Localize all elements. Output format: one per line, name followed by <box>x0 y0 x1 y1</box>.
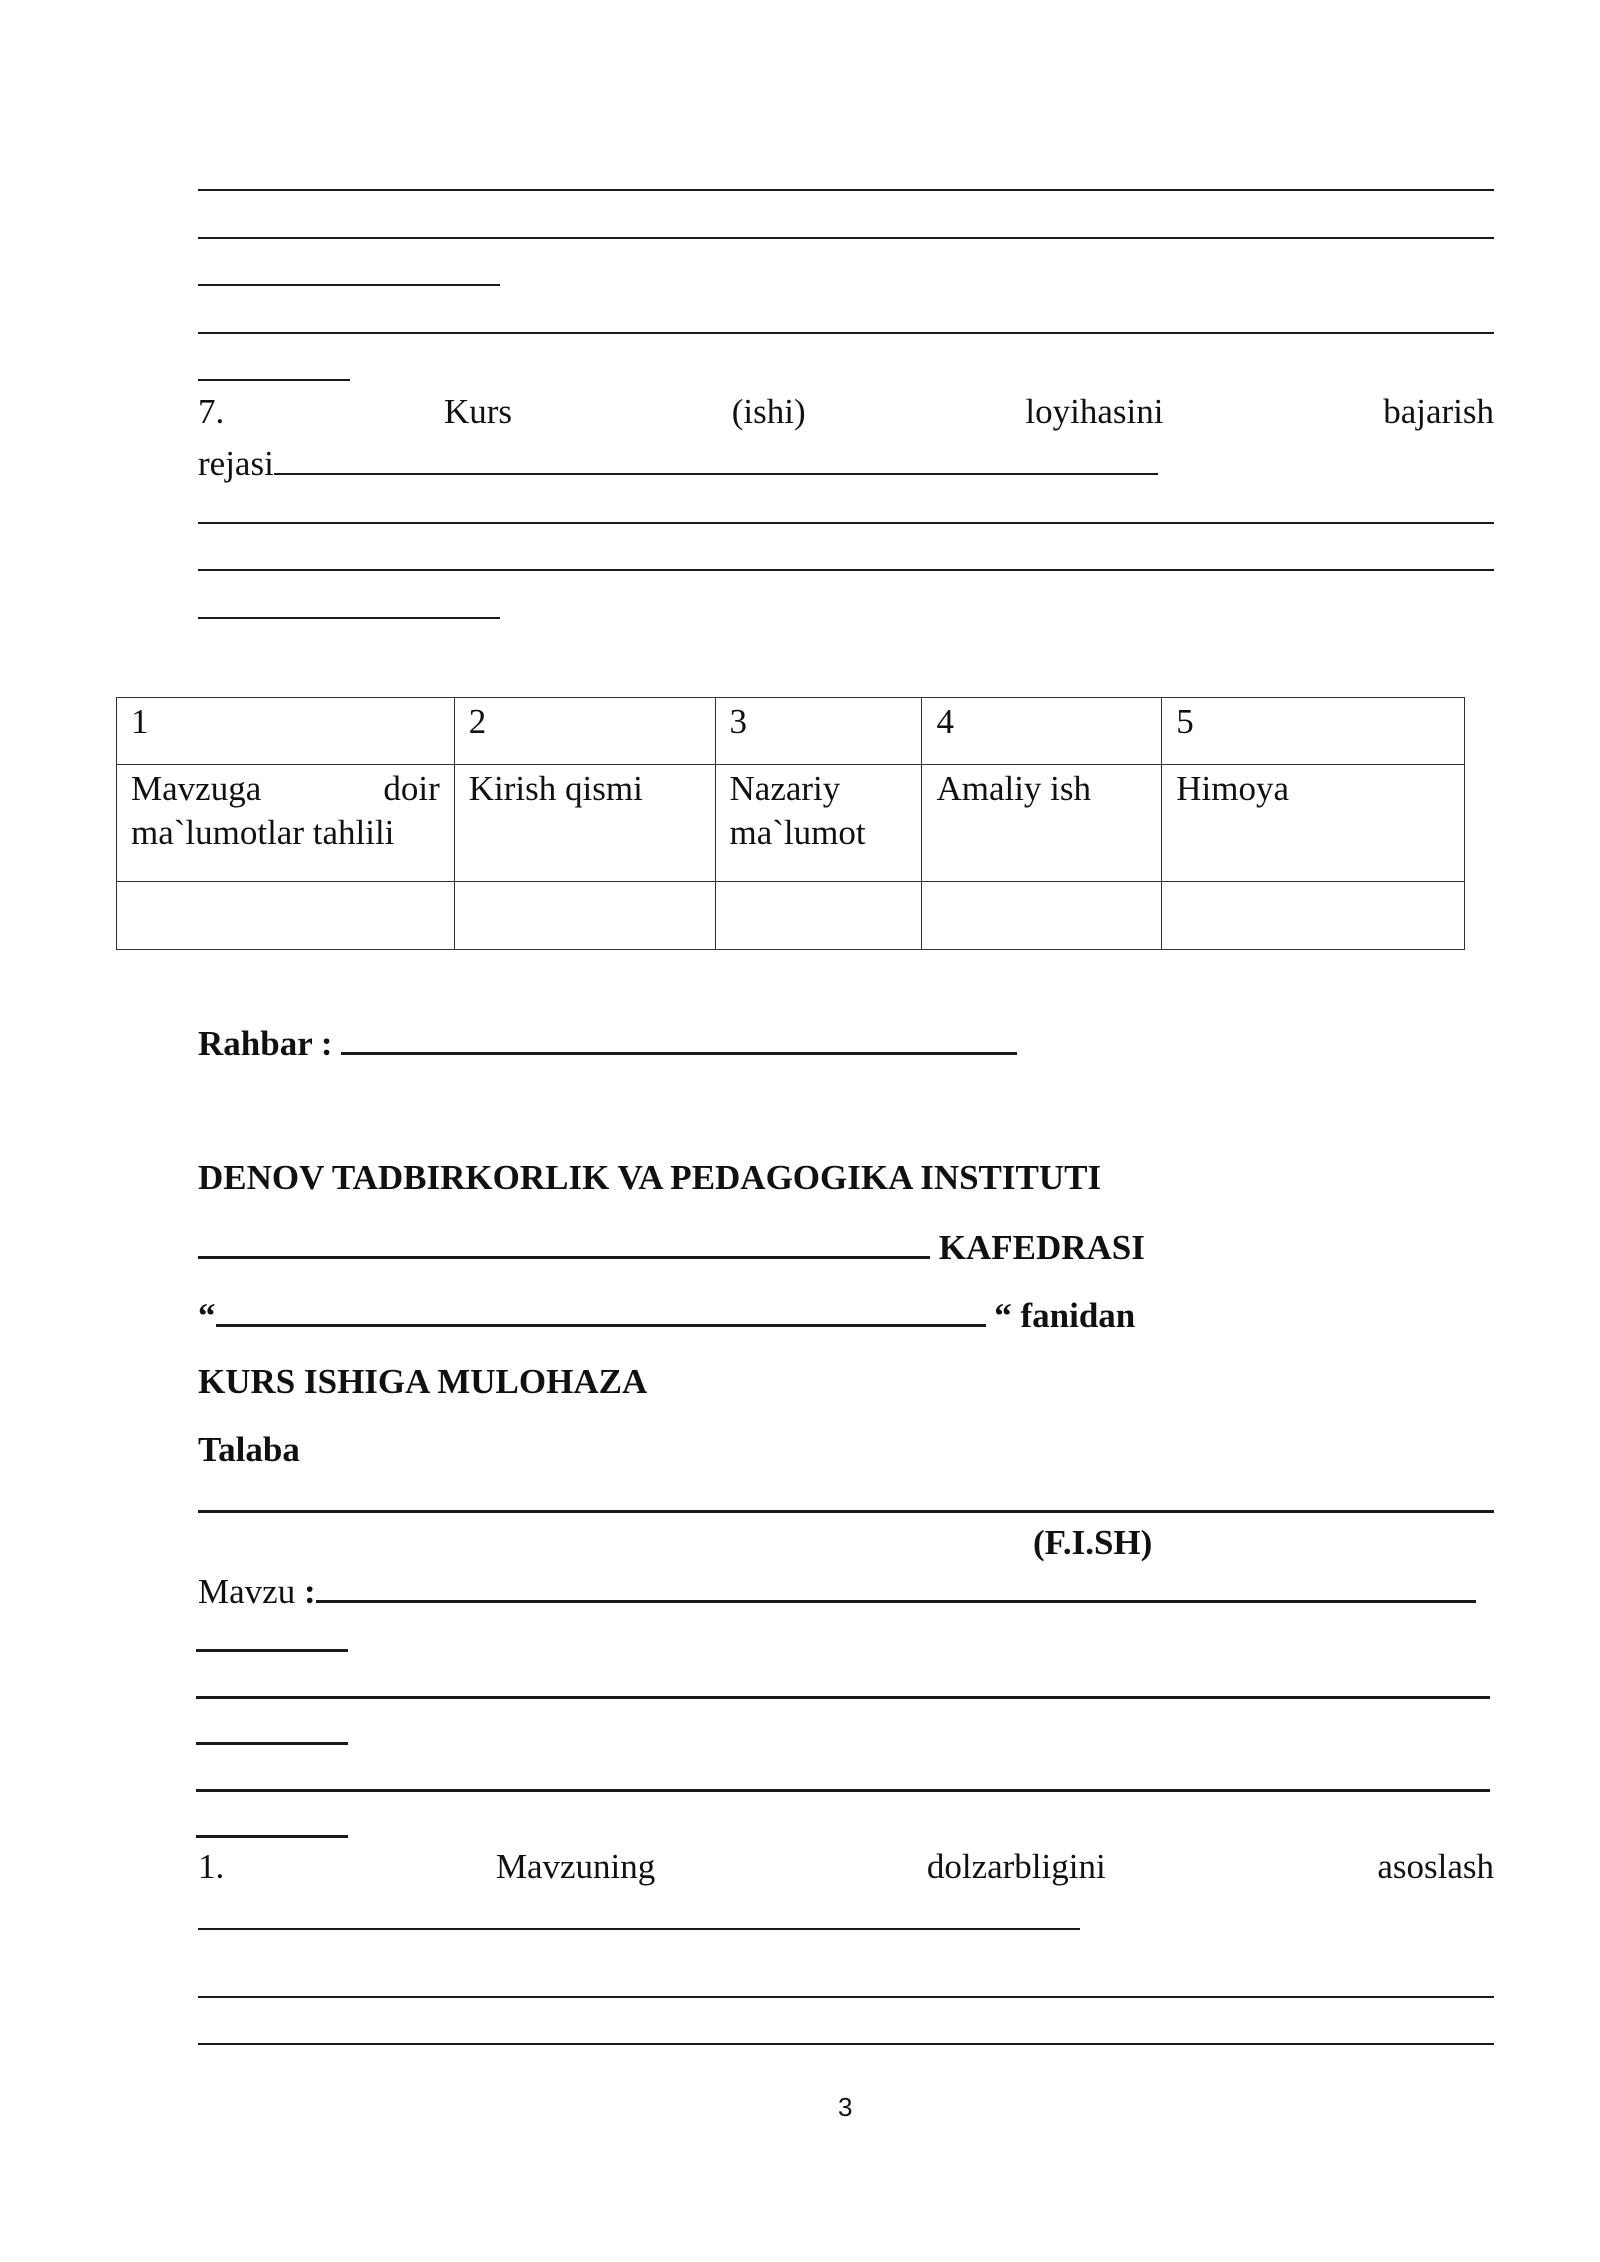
section-7-word: Kurs <box>443 392 513 431</box>
supervisor-fill-line[interactable] <box>341 1022 1017 1055</box>
section-1-word: dolzarbligini <box>926 1847 1106 1886</box>
writing-line <box>198 189 1494 191</box>
table-empty-row <box>117 882 1465 950</box>
writing-line <box>198 1996 1494 1998</box>
section-1-heading <box>198 1847 1494 1887</box>
writing-line <box>198 1928 1080 1930</box>
table-cell: Amaliy ish <box>922 765 1162 882</box>
table-header-cell: 1 <box>117 698 455 765</box>
section-7-word: 7. <box>198 392 225 431</box>
table-cell: Kirish qismi <box>454 765 715 882</box>
table-empty-cell[interactable] <box>715 882 922 950</box>
table-cell: Nazariy ma`lumot <box>715 765 922 882</box>
table-header-cell: 5 <box>1162 698 1465 765</box>
writing-line <box>196 1789 1490 1792</box>
section-7-word: (ishi) <box>731 392 806 431</box>
institute-title: DENOV TADBIRKORLIK VA PEDAGOGIKA INSTITUTI <box>198 1158 1102 1197</box>
table-header-cell: 4 <box>922 698 1162 765</box>
student-hint: (F.I.SH) <box>1033 1523 1153 1562</box>
writing-line <box>198 2043 1494 2045</box>
section-1-word: asoslash <box>1377 1847 1494 1886</box>
section-7-heading <box>198 392 1494 432</box>
table-header-row <box>117 698 1465 765</box>
work-plan-table <box>116 697 1465 950</box>
department-fill-line[interactable] <box>198 1226 930 1259</box>
table-row <box>117 765 1465 882</box>
subject-line <box>198 1294 1135 1336</box>
subject-fill-line[interactable] <box>216 1294 986 1327</box>
writing-line <box>198 379 350 381</box>
section-7-word: loyihasini <box>1025 392 1164 431</box>
writing-line <box>198 522 1494 524</box>
topic-fill-line[interactable] <box>316 1570 1476 1603</box>
subject-suffix: “ fanidan <box>994 1296 1136 1335</box>
supervisor-line <box>198 1022 1017 1064</box>
supervisor-label: Rahbar : <box>198 1024 333 1063</box>
writing-line <box>198 569 1494 571</box>
section-7-word: bajarish <box>1383 392 1494 431</box>
topic-label: Mavzu <box>198 1572 296 1611</box>
table-empty-cell[interactable] <box>922 882 1162 950</box>
table-empty-cell[interactable] <box>1162 882 1465 950</box>
department-line <box>198 1226 1145 1268</box>
review-title: KURS ISHIGA MULOHAZA <box>198 1362 648 1401</box>
writing-line <box>196 1696 1490 1699</box>
topic-colon: : <box>303 1572 316 1611</box>
section-1-word: Mavzuning <box>495 1847 656 1886</box>
section-1-word: 1. <box>198 1847 225 1886</box>
writing-line <box>196 1649 348 1652</box>
student-label: Talaba <box>198 1430 300 1469</box>
table-empty-cell[interactable] <box>454 882 715 950</box>
table-header-cell: 3 <box>715 698 922 765</box>
table-header-cell: 2 <box>454 698 715 765</box>
writing-line <box>196 1742 348 1745</box>
writing-line <box>198 332 1494 334</box>
writing-line <box>198 284 500 286</box>
table-cell: Himoya <box>1162 765 1465 882</box>
section-7-continuation: rejasi <box>198 443 1158 484</box>
table-empty-cell[interactable] <box>117 882 455 950</box>
department-suffix: KAFEDRASI <box>938 1228 1145 1267</box>
writing-line <box>196 1835 348 1838</box>
student-fill-line[interactable] <box>198 1510 1494 1513</box>
writing-line <box>198 237 1494 239</box>
topic-line <box>198 1570 1476 1612</box>
writing-line <box>198 617 500 619</box>
section-7-fill-line[interactable] <box>274 443 1158 475</box>
subject-open-quote: “ <box>198 1296 216 1335</box>
table-cell: Mavzuga doir ma`lumotlar tahlili <box>117 765 455 882</box>
